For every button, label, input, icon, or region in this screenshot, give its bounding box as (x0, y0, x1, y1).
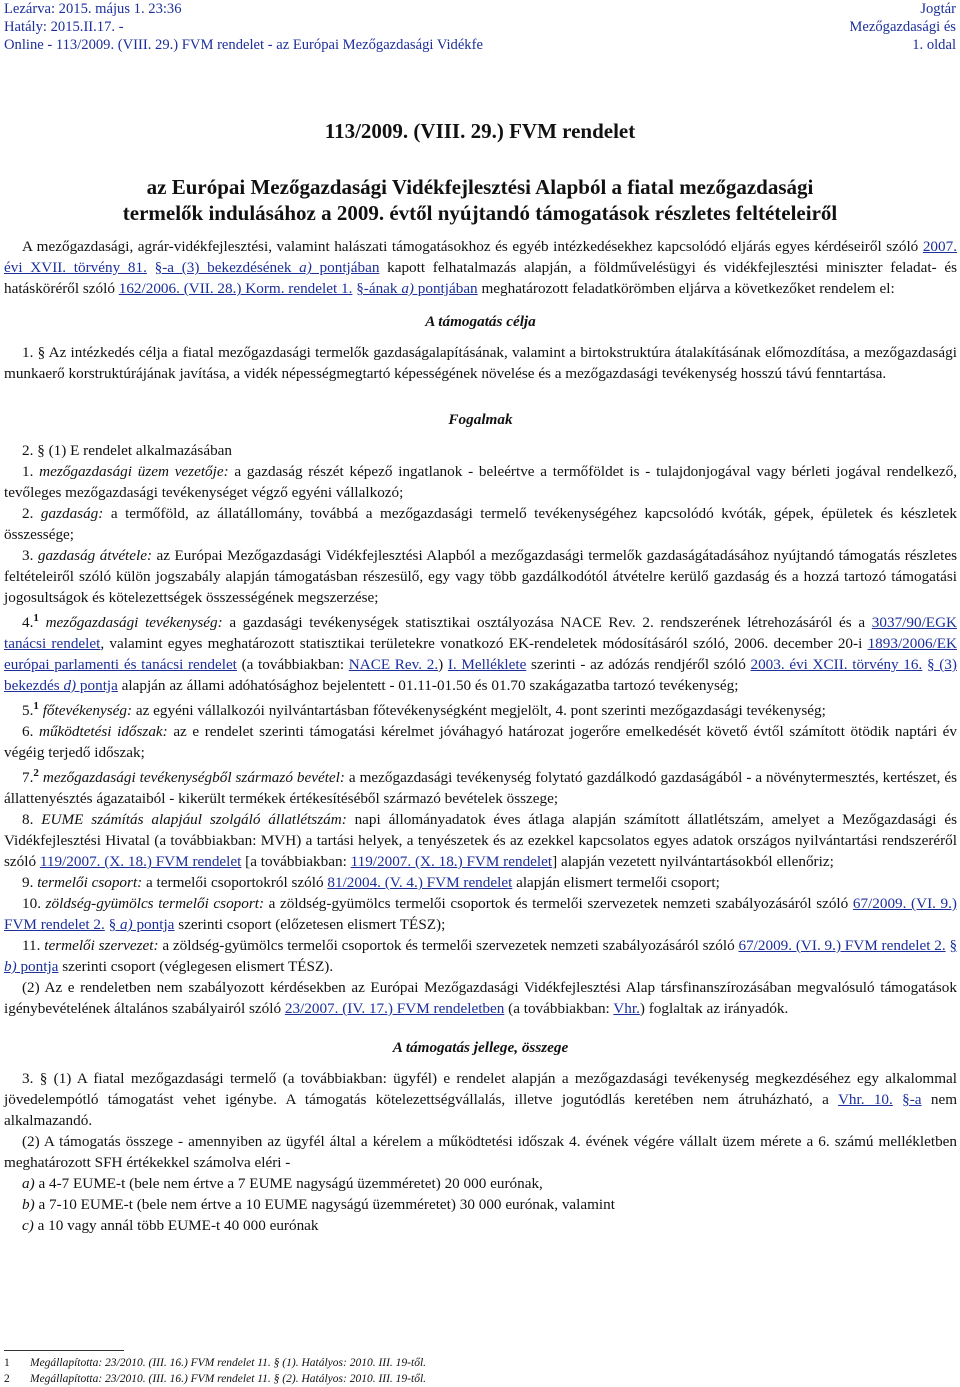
paragraph-1: 1. § Az intézkedés célja a fiatal mezőgazdasági termelők gazdaságalapításának, valamint a birtokstruktúra átalakításának előmozdítása, a mezőgazdasági munkaerő korstruktúrájának javítása, a vidék népességmegtartó képességének növelése és a mezőgazdasági tevékenység hosszú távú fenntartása. (4, 344, 957, 382)
page-header (0, 0, 960, 64)
definition-11: 11. termelői szervezet: a zöldség-gyümölcs termelői csoportok és termelői szervezetek nemzeti szabályozásáról szóló 67/2009. (VI. 9.) FVM rendelet 2. § b) pontja szerinti csoport (véglegesen elismert TÉSZ). (4, 937, 958, 975)
definition-10: 10. zöldség-gyümölcs termelői csoport: a zöldség-gyümölcs termelői csoportok és termelői szervezetek nemzeti szabályozásáról szóló 67/2009. (VI. 9.) FVM rendelet 2. § a) pontja szerinti csoport (előzetesen elismert TÉSZ); (4, 895, 957, 933)
preamble: A mezőgazdasági, agrár-vidékfejlesztési, valamint halászati támogatásokhoz és egyéb intézkedésekhez kapcsolódó eljárás egyes kérdéseiről szóló 2007. évi XVII. törvény 81. §-a (3) bekezdésének a) pontjában kapott felhatalmazás alapján, a földművelésügyi és vidékfejlesztési miniszter feladat- és hatásköréről szóló 162/2006. (VII. 28.) Korm. rendelet 1. §-ának a) pontjában meghatározott feladatkörömben eljárva a következőket rendelem el: (4, 238, 958, 297)
link-162-2006[interactable]: 162/2006. (VII. 28.) Korm. rendelet 1. (118, 280, 353, 297)
link-16-3-d[interactable]: § (3) bekezdés d) pontja (4, 656, 957, 694)
section-heading-nature: A támogatás jellege, összege (392, 1039, 569, 1056)
paragraph-2-2: (2) Az e rendeletben nem szabályozott kérdésekben az Európai Mezőgazdasági Vidékfejlesztési Alap társfinanszírozásában megvalósuló támogatások igénybevételének általános szabályairól szóló 23/2007. (IV. 17.) FVM rendeletben (a továbbiakban: Vhr.) foglaltak az irányadók. (4, 979, 957, 1017)
definition-6: 6. működtetési időszak: az e rendelet szerinti támogatási kérelmet jóváhagyó határozat jogerőre emelkedését követő évtől számított ötödik naptári év végéig terjedő időszak; (4, 723, 958, 761)
section-heading-goal: A támogatás célja (425, 313, 536, 330)
paragraph-3-1: 3. § (1) A fiatal mezőgazdasági termelő (a továbbiakban: ügyfél) e rendelet alapján a mezőgazdasági tevékenység megkezdéséhez egy alkalommal jövedelempótló támogatást vehet igénybe. A támogatás kötelezettségvállalás, illetve jogutódlás keretében nem átruházható, a Vhr. 10. §-a nem alkalmazandó. (4, 1070, 958, 1129)
document-title: 113/2009. (VIII. 29.) FVM rendelet (324, 119, 636, 143)
link-vhr[interactable]: Vhr. (613, 1000, 640, 1017)
item-c: c) a 10 vagy annál több EUME-t 40 000 eurónak (22, 1217, 319, 1234)
definition-3: 3. gazdaság átvétele: az Európai Mezőgazdasági Vidékfejlesztési Alapból a mezőgazdasági termelők gazdaságátadásához nyújtandó támogatás részletes feltételeiről szóló külön jogszabály alapján támogatásban részesülő, egy vagy több gazdálkodótól átvételre kerülő gazdaság és a hozzá tartozó támogatási jogosultságok és kötelezettségek összességének megszerzése; (4, 547, 958, 606)
link-119-2007-a[interactable]: 119/2007. (X. 18.) FVM rendelet (39, 853, 242, 870)
link-2003-xcii[interactable]: 2003. évi XCII. törvény 16. (750, 656, 923, 673)
footnote-2: 2 Megállapította: 23/2010. (III. 16.) FVM rendelet 11. § (2). Hatályos: 2010. III. 19-től. (4, 1373, 427, 1385)
header-page-number: 1. oldal (912, 37, 956, 53)
definition-5: 5.$^1$ főtevékenység: az egyéni vállalkozói nyilvántartásban főtevékenységként megjelölt, 4. pont szerinti mezőgazdasági tevékenység; (22, 699, 826, 719)
header-brand-sub: Mezőgazdasági és (849, 19, 956, 35)
link-2-a[interactable]: § a) pontja (108, 916, 175, 933)
link-nace[interactable]: NACE Rev. 2. (348, 656, 439, 673)
footnote-1: 1 Megállapította: 23/2010. (III. 16.) FVM rendelet 11. § (1). Hatályos: 2010. III. 19-től. (4, 1357, 427, 1369)
link-annex-1[interactable]: I. Melléklete (447, 656, 527, 673)
link-1893-2006[interactable]: 1893/2006/EK európai parlamenti és tanácsi rendelet (4, 635, 958, 673)
link-119-2007-b[interactable]: 119/2007. (X. 18.) FVM rendelet (350, 853, 553, 870)
header-closed-date: Lezárva: 2015. május 1. 23:36 (4, 1, 182, 17)
definition-2: 2. gazdaság: a termőföld, az állatállomány, továbbá a mezőgazdasági termelő tevékenységéhez kapcsolódó kvóták, gépek, épületek és készletek összessége; (4, 505, 957, 543)
document-subtitle: az Európai Mezőgazdasági Vidékfejlesztési Alapból a fiatal mezőgazdasági termelők indulásához a 2009. évtől nyújtandó támogatások részletes feltételeiről (122, 175, 838, 225)
definition-1: 1. mezőgazdasági üzem vezetője: a gazdaság részét képező ingatlanok - beleértve a termőföldet is - tulajdonjogával vagy bérleti jogával rendelkező, tevőleges mezőgazdasági tevékenységet végző egyéni vállalkozó; (4, 463, 958, 501)
link-section-a[interactable]: §-a (902, 1091, 922, 1108)
link-23-2007[interactable]: 23/2007. (IV. 17.) FVM rendeletben (284, 1000, 505, 1017)
paragraph-3-2: (2) A támogatás összege - amennyiben az ügyfél által a kérelem a működtetési időszak 4. évének végére vállalt üzem mérete a 6. számú mellékletben meghatározott SFH értékekkel számolva eléri - (4, 1133, 957, 1171)
item-b: b) a 7-10 EUME-t (bele nem értve a 10 EUME nagyságú üzemméretet) 30 000 eurónak, valamint (22, 1196, 615, 1213)
link-vhr-10[interactable]: Vhr. 10. (837, 1091, 893, 1108)
item-a: a) a 4-7 EUME-t (bele nem értve a 7 EUME nagyságú üzemméretet) 20 000 eurónak, (22, 1175, 543, 1192)
definition-4: 4.$^1$ mezőgazdasági tevékenység: a gazdasági tevékenységek statisztikai osztályozása NACE Rev. 2. rendszerének létrehozásáról és a 3037/90/EGK tanácsi rendelet, valamint egyes meghatározott statisztikai területekre vonatkozó EK-rendeletek módosításáról szóló, 2006. december 20-i 1893/2006/EK európai parlamenti és tanácsi rendelet (a továbbiakban: NACE Rev. 2.) I. Melléklete szerinti - az adózás rendjéről szóló 2003. évi XCII. törvény 16. § (3) bekezdés d) pontja alapján az állami adóhatósághoz bejelentett - 01.11-01.50 és 01.70 szakágazatba tartozó tevékenység; (4, 611, 958, 694)
footnote-ref-1b[interactable]: 1 (33, 699, 39, 712)
footnote-ref-2[interactable]: 2 (33, 766, 39, 779)
header-brand: Jogtár (920, 1, 956, 17)
definition-7: 7.$^2$ mezőgazdasági tevékenységből származó bevétel: a mezőgazdasági tevékenység folytató gazdálkodó gazdaságából - a növénytermesztés, kertészet, és állattenyésztés ágazataiból - kikerült termékek értékesítéséből származó bevételek összege; (4, 766, 957, 807)
paragraph-2-intro: 2. § (1) E rendelet alkalmazásában (22, 442, 232, 459)
header-left (4, 0, 483, 54)
definition-9: 9. termelői csoport: a termelői csoportokról szóló 81/2004. (V. 4.) FVM rendelet alapján elismert termelői csoport; (22, 874, 720, 891)
footnote-separator (4, 1350, 124, 1351)
header-right (849, 0, 956, 54)
section-heading-definitions: Fogalmak (448, 411, 513, 428)
header-effective: Hatály: 2015.II.17. - (4, 19, 124, 35)
document-body (4, 236, 957, 1236)
header-online-title: Online - 113/2009. (VIII. 29.) FVM rendelet - az Európai Mezőgazdasági Vidékfe (4, 37, 483, 53)
link-67-2009-a[interactable]: 67/2009. (VI. 9.) FVM rendelet 2. (4, 895, 957, 933)
footnote-ref-1[interactable]: 1 (33, 611, 39, 624)
definition-8: 8. EUME számítás alapjául szolgáló állatlétszám: napi állományadatok éves átlaga alapján számított állatlétszám, amelyet a Mezőgazdasági és Vidékfejlesztési Hivatal (a továbbiakban: MVH) a tartási helyek, a tenyészetek és az ezekkel kapcsolatos egyes adatok országos nyilvántartási rendszeréről szóló 119/2007. (X. 18.) FVM rendelet [a továbbiakban: 119/2007. (X. 18.) FVM rendelet] alapján vezetett nyilvántartásokból ellenőriz; (4, 811, 958, 870)
link-3037-90[interactable]: 3037/90/EGK tanácsi rendelet (4, 614, 958, 652)
link-67-2009-b[interactable]: 67/2009. (VI. 9.) FVM rendelet 2. (738, 937, 946, 954)
link-81-2004[interactable]: 81/2004. (V. 4.) FVM rendelet (327, 874, 513, 891)
link-2007-xvii[interactable]: 2007. évi XVII. törvény 81. (4, 238, 957, 276)
link-1-a[interactable]: §-ának a) pontjában (356, 280, 478, 297)
link-81-3[interactable]: §-a (3) bekezdésének a) pontjában (154, 259, 380, 276)
link-2-b[interactable]: § b) pontja (4, 937, 958, 975)
